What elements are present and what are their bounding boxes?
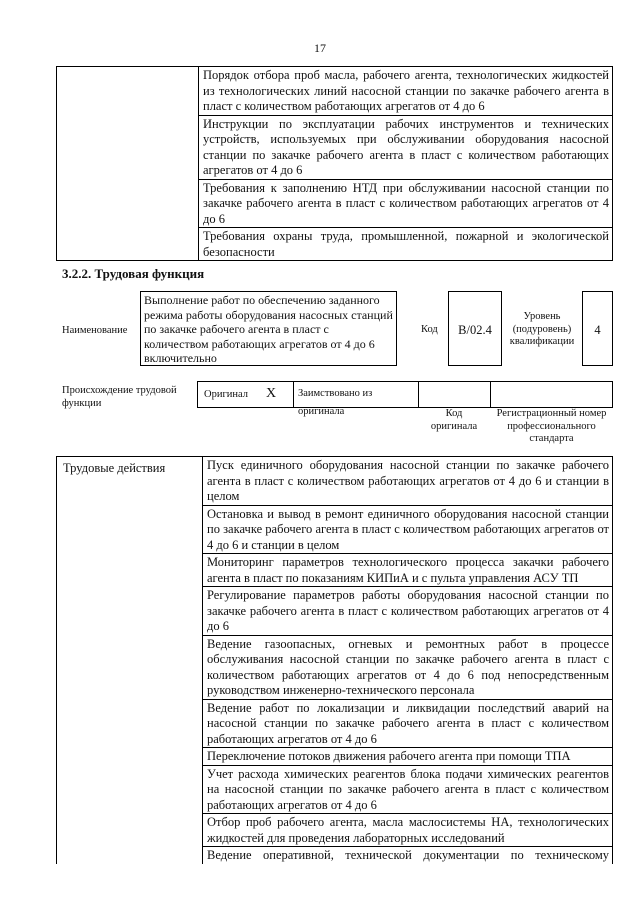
level-value: 4 (594, 323, 601, 337)
origin-label: Происхождение трудовой функции (62, 385, 177, 409)
function-code-box (448, 291, 502, 366)
knowledge-item: Инструкции по эксплуатации рабочих инструментов и технических устройств, используемых при обслуживании оборудования насосной станции по закачке рабочего агента в пласт с количеством работающих агрегатов от 4 до 6 (199, 115, 613, 179)
empty-label-cell (57, 67, 199, 261)
table-row (57, 67, 613, 116)
code-original-cell (418, 381, 491, 408)
knowledge-table-continuation (56, 66, 613, 261)
knowledge-item: Требования охраны труда, промышленной, пожарной и экологической безопасности (199, 228, 613, 261)
code-original-caption: Код оригинала (430, 408, 478, 432)
labor-action-item: Пуск единичного оборудования насосной станции по закачке рабочего агента в пласт с количеством работающих агрегатов от 4 до 6 и станции в целом (203, 457, 613, 506)
labor-actions-table (56, 456, 613, 864)
section-heading: 3.2.2. Трудовая функция (62, 266, 205, 281)
original-cell (197, 381, 294, 408)
labor-action-item: Учет расхода химических реагентов блока подачи химических реагентов на насосной станции по закачке рабочего агента в пласт с количеством работающих агрегатов от 4 до 6 (203, 765, 613, 814)
function-code-value: B/02.4 (458, 323, 492, 337)
name-label: Наименование (62, 325, 128, 336)
labor-action-item: Ведение оперативной, технической документации по техническому (203, 847, 613, 864)
labor-action-item: Регулирование параметров работы оборудования насосной станции по закачке рабочего агента в пласт с количеством работающих агрегатов от 4 до 6 (203, 587, 613, 636)
table-row (57, 457, 613, 506)
labor-action-item: Ведение работ по локализации и ликвидации последствий аварий на насосной станции по закачке рабочего агента в пласт с количеством работающих агрегатов от 4 до 6 (203, 699, 613, 748)
level-box (582, 291, 613, 366)
code-label: Код (421, 324, 438, 335)
original-mark: X (266, 386, 277, 401)
original-label: Оригинал (204, 389, 248, 400)
level-label: Уровень (подуровень) квалификации (509, 311, 575, 347)
page-number: 17 (314, 41, 326, 55)
labor-action-item: Мониторинг параметров технологического процесса закачки рабочего агента в пласт по показаниям КИПиА и с пульта управления АСУ ТП (203, 554, 613, 587)
labor-action-item: Переключение потоков движения рабочего агента при помощи ТПА (203, 748, 613, 766)
knowledge-item: Требования к заполнению НТД при обслуживании насосной станции по закачке рабочего агента в пласт с количеством работающих агрегатов от 4 до 6 (199, 179, 613, 228)
labor-action-item: Отбор проб рабочего агента, масла маслосистемы НА, технологических жидкостей для проведения лабораторных исследований (203, 814, 613, 847)
function-name-value: Выполнение работ по обеспечению заданного режима работы оборудования насосных станций по закачке рабочего агента в пласт с количеством работающих агрегатов от 4 до 6 включительно (144, 293, 393, 366)
reg-number-cell (490, 381, 613, 408)
labor-actions-label: Трудовые действия (57, 457, 203, 864)
borrowed-label: Заимствовано из оригинала (298, 388, 373, 417)
labor-action-item: Остановка и вывод в ремонт единичного оборудования насосной станции по закачке рабочего агента в пласт с количеством работающих агрегатов от 4 до 6 и станции в целом (203, 505, 613, 554)
knowledge-item: Порядок отбора проб масла, рабочего агента, технологических жидкостей из технологических линий насосной станции по закачке рабочего агента в пласт с количеством работающих агрегатов от 4 до 6 (199, 67, 613, 116)
function-name-box (140, 291, 397, 366)
labor-action-item: Ведение газоопасных, огневых и ремонтных работ в процессе обслуживания насосной станции по закачке рабочего агента в пласт с количеством работающих агрегатов от 4 до 6 под непосредственным руководством инженерно-технического персонала (203, 635, 613, 699)
borrowed-cell (293, 381, 419, 417)
reg-number-caption: Регистрационный номер профессионального стандарта (496, 408, 607, 444)
